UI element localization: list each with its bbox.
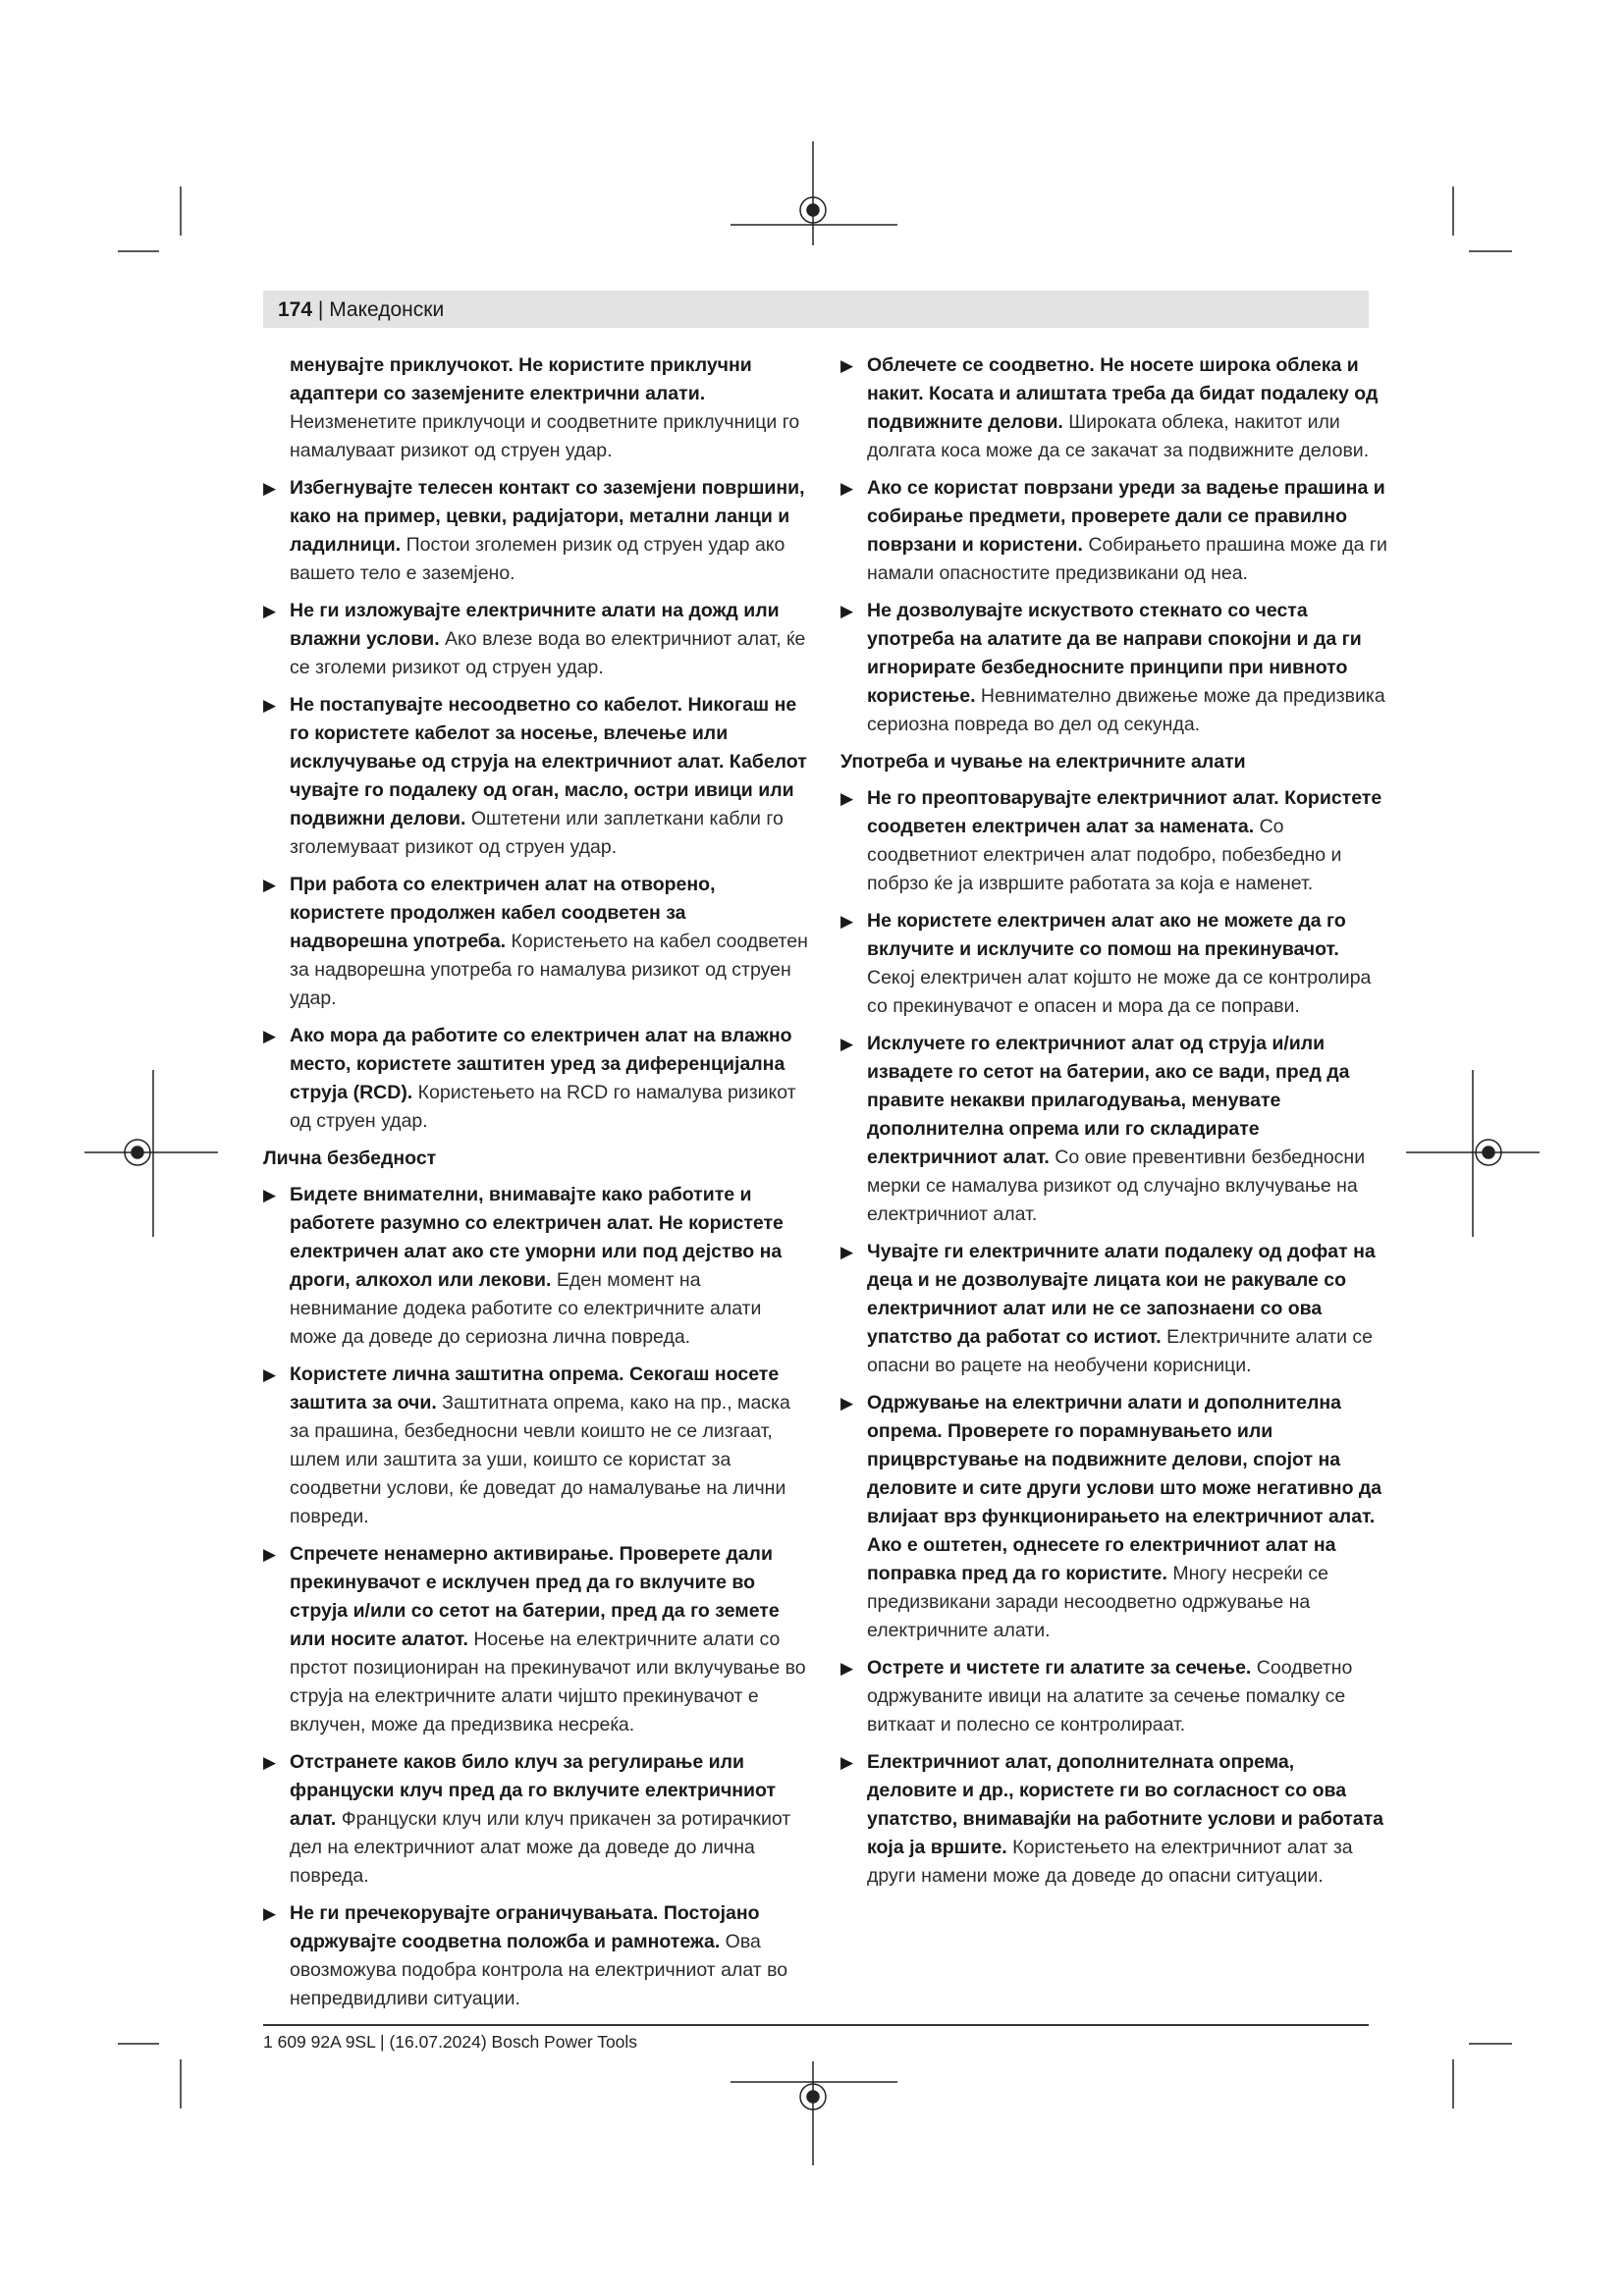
item-text: Со овие превентивни безбедносни мерки се намалува ризикот од случајно вклучување на електричниот алат. bbox=[867, 1147, 1366, 1225]
triangle-right-icon: ▶ bbox=[840, 789, 854, 808]
item-bold-text: Не го преоптоварувајте електричниот алат. Користете соодветен електричен алат за намената. bbox=[867, 787, 1382, 837]
triangle-right-icon: ▶ bbox=[840, 1394, 854, 1413]
list-item bbox=[840, 1238, 1388, 1380]
triangle-right-icon: ▶ bbox=[840, 1659, 854, 1678]
item-bold-text: Ако се користат поврзани уреди за вадење прашина и собирање предмети, проверете дали се правилно поврзани и користени. bbox=[867, 477, 1385, 556]
item-bold-text: При работа со електричен алат на отворено, користете продолжен кабел соодветен за надворешна употреба. bbox=[290, 874, 716, 952]
item-text: Собирањето прашина може да ги намали опасностите предизвикани од неа. bbox=[867, 534, 1387, 584]
item-bold-text: Отстранете каков било клуч за регулирање или француски клуч пред да го вклучите електричниот алат. bbox=[290, 1751, 777, 1830]
item-bold-text: Бидете внимателни, внимавајте како работите и работете разумно со електричен алат. Не користете електричен алат ако сте уморни или под дејство на дроги, алкохол или лекови. bbox=[290, 1184, 784, 1291]
item-text: Носење на електричните алати со прстот позициониран на прекинувачот или вклучување во струја на електричните алати чијшто прекинувачот е вклучен, може да предизвика несреќа. bbox=[290, 1629, 806, 1735]
item-bold-text: Исклучете го електричниот алат од струја и/или извадете го сетот на батерии, ако се вади, пред да правите некакви прилагодувања, менувате дополнителна опрема или го складирате електричниот алат. bbox=[867, 1033, 1350, 1168]
item-text: Многу несреќи се предизвикани заради несоодветно одржување на електричните алати. bbox=[867, 1563, 1328, 1641]
triangle-right-icon: ▶ bbox=[263, 876, 277, 894]
item-bold-text: Спречете ненамерно активирање. Проверете дали прекинувачот е исклучен пред да го вклучите во струја и/или со сетот на батерии, пред да го земете или носите алатот. bbox=[290, 1543, 780, 1650]
left-list-a bbox=[263, 474, 809, 1136]
triangle-right-icon: ▶ bbox=[840, 1753, 854, 1772]
list-item bbox=[263, 1540, 809, 1739]
right-list-a bbox=[840, 351, 1388, 739]
item-bold-text: Не користете електричен алат ако не можете да го вклучите и исклучите со помош на прекинувачот. bbox=[867, 910, 1346, 960]
triangle-right-icon: ▶ bbox=[263, 1027, 277, 1045]
triangle-right-icon: ▶ bbox=[263, 1186, 277, 1204]
item-text: Секој електричен алат којшто не може да се контролира со прекинувачот е опасен и мора да се поправи. bbox=[867, 967, 1372, 1017]
triangle-right-icon: ▶ bbox=[840, 1243, 854, 1261]
triangle-right-icon: ▶ bbox=[263, 1753, 277, 1772]
item-text: Со соодветниот електричен алат подобро, побезбедно и побрзо ќе ја извршите работата за која е наменет. bbox=[867, 816, 1342, 894]
list-item bbox=[263, 1181, 809, 1352]
item-bold-text: Не ги пречекорувајте ограничувањата. Постојано одржувајте соодветна положба и рамнотежа. bbox=[290, 1902, 760, 1952]
right-column bbox=[840, 351, 1388, 1899]
header-separator: | bbox=[317, 298, 324, 321]
item-bold-text: Не дозволувајте искуството стекнато со честа употреба на алатите да ве направи спокојни и да ги игнорирате безбедносните принципи при нивното користење. bbox=[867, 600, 1362, 707]
header-language: Македонски bbox=[329, 298, 445, 321]
list-item bbox=[263, 691, 809, 862]
item-bold-text: Електричниот алат, дополнителната опрема, деловите и др., користете ги во согласност со ова упатство, внимавајќи на работните услови и работата која ја вршите. bbox=[867, 1751, 1384, 1858]
list-item bbox=[263, 1748, 809, 1891]
item-bold-text: Облечете се соодветно. Не носете широка облека и накит. Косата и алиштата треба да бидат подалеку од подвижните делови. bbox=[867, 354, 1379, 433]
triangle-right-icon: ▶ bbox=[840, 602, 854, 620]
list-item bbox=[840, 784, 1388, 898]
triangle-right-icon: ▶ bbox=[840, 479, 854, 498]
item-bold-text: Одржување на електрични алати и дополнителна опрема. Проверете го порамнувањето или прицврстување на подвижните делови, спојот на деловите и сите други услови што може негативно да влијаат врз функционирањето на електричниот алат. Ако е оштетен, однесете го електричниот алат на поправка пред да го користите. bbox=[867, 1392, 1382, 1584]
item-bold-text: Не постапувајте несоодветно со кабелот. Никогаш не го користете кабелот за носење, влечење или исклучување од струја на електричниот алат. Кабелот чувајте го подалеку од оган, масло, остри ивици или подвижни делови. bbox=[290, 694, 807, 829]
section-title: Лична безбедност bbox=[263, 1148, 437, 1169]
item-bold-text: Избегнувајте телесен контакт со заземјени површини, како на пример, цевки, радијатори, метални ланци и ладилници. bbox=[290, 477, 805, 556]
list-item bbox=[263, 1361, 809, 1531]
item-bold-text: Не ги изложувајте електричните алати на дожд или влажни услови. bbox=[290, 600, 780, 650]
triangle-right-icon: ▶ bbox=[840, 356, 854, 375]
item-bold-text: Ако мора да работите со електричен алат на влажно место, користете заштитен уред за диференцијална струја (RCD). bbox=[290, 1025, 792, 1103]
item-bold-text: Користете лична заштитна опрема. Секогаш носете заштита за очи. bbox=[290, 1363, 780, 1414]
list-item bbox=[840, 1030, 1388, 1229]
page-number: 174 bbox=[278, 298, 313, 321]
item-text: Неизменетите приклучоци и соодветните приклучници го намалуваат ризикот од струен удар. bbox=[290, 411, 800, 461]
list-item bbox=[840, 474, 1388, 588]
left-column bbox=[263, 351, 809, 2022]
registration-mark-icon bbox=[731, 141, 897, 245]
triangle-right-icon: ▶ bbox=[840, 912, 854, 931]
list-item bbox=[263, 1899, 809, 2013]
triangle-right-icon: ▶ bbox=[263, 1904, 277, 1923]
footer-text: 1 609 92A 9SL | (16.07.2024) Bosch Power Tools bbox=[263, 2032, 638, 2052]
list-item bbox=[263, 474, 809, 588]
item-text: Користењето на RCD го намалува ризикот од струен удар. bbox=[290, 1082, 796, 1132]
list-item bbox=[840, 351, 1388, 465]
item-text: Ова овозможува подобра контрола на електричниот алат во непредвидливи ситуации. bbox=[290, 1931, 788, 2009]
item-text: Користењето на електричниот алат за други намени може да доведе до опасни ситуации. bbox=[867, 1837, 1353, 1887]
page-header bbox=[278, 297, 444, 323]
registration-mark-icon bbox=[84, 1140, 218, 1165]
triangle-right-icon: ▶ bbox=[263, 1365, 277, 1384]
item-text: Соодветно одржуваните ивици на алатите за сечење помалку се виткаат и полесно се контролираат. bbox=[867, 1657, 1353, 1735]
right-list-b bbox=[840, 784, 1388, 1891]
registration-mark-icon bbox=[731, 2061, 897, 2165]
list-item bbox=[840, 907, 1388, 1021]
item-text: Француски клуч или клуч прикачен за ротирачкиот дел на електричниот алат може да доведе до лична повреда. bbox=[290, 1808, 791, 1887]
triangle-right-icon: ▶ bbox=[263, 1545, 277, 1564]
item-text: Електричните алати се опасни во рацете на необучени корисници. bbox=[867, 1326, 1374, 1376]
item-bold-text: Чувајте ги електричните алати подалеку од дофат на деца и не дозволувајте лицата кои не ракувале со електричниот алат или не се запознаени со ова упатство да работат со истиот. bbox=[867, 1241, 1376, 1348]
triangle-right-icon: ▶ bbox=[840, 1035, 854, 1053]
list-item bbox=[840, 1748, 1388, 1891]
continued-item bbox=[263, 351, 809, 465]
item-text: Еден момент на невнимание додека работите со електричните алати може да доведе до сериозна лична повреда. bbox=[290, 1269, 762, 1348]
list-item bbox=[840, 597, 1388, 739]
item-text: Широката облека, накитот или долгата коса може да се закачат за подвижните делови. bbox=[867, 411, 1370, 461]
list-item bbox=[840, 1389, 1388, 1645]
item-text: Користењето на кабел соодветен за надворешна употреба го намалува ризикот од струен удар. bbox=[290, 931, 808, 1009]
list-item bbox=[263, 597, 809, 682]
list-item bbox=[263, 871, 809, 1013]
item-bold-text: Острете и чистете ги алатите за сечење. bbox=[867, 1657, 1252, 1679]
item-text: Невнимателно движење може да предизвика сериозна повреда во дел од секунда. bbox=[867, 685, 1385, 735]
list-item bbox=[840, 1654, 1388, 1739]
triangle-right-icon: ▶ bbox=[263, 479, 277, 498]
triangle-right-icon: ▶ bbox=[263, 696, 277, 715]
item-text: Постои зголемен ризик од струен удар ако вашето тело е заземјено. bbox=[290, 534, 785, 584]
item-text: Заштитната опрема, како на пр., маска за прашина, безбедносни чевли коишто не се лизгаат, шлем или заштита за уши, коишто се користат за соодветни услови, ќе доведат до намалување на лични повреди. bbox=[290, 1392, 790, 1527]
item-bold-text: менувајте приклучокот. Не користите приклучни адаптери со заземјените електрични алати. bbox=[290, 354, 752, 404]
footer-rule bbox=[263, 2024, 1369, 2026]
list-item bbox=[263, 1022, 809, 1136]
item-text: Ако влезе вода во електричниот алат, ќе се зголеми ризикот од струен удар. bbox=[290, 628, 806, 678]
item-text: Оштетени или заплеткани кабли го зголемуваат ризикот од струен удар. bbox=[290, 808, 784, 858]
triangle-right-icon: ▶ bbox=[263, 602, 277, 620]
left-list-b bbox=[263, 1181, 809, 2013]
section-title: Употреба и чување на електричните алати bbox=[840, 751, 1246, 773]
